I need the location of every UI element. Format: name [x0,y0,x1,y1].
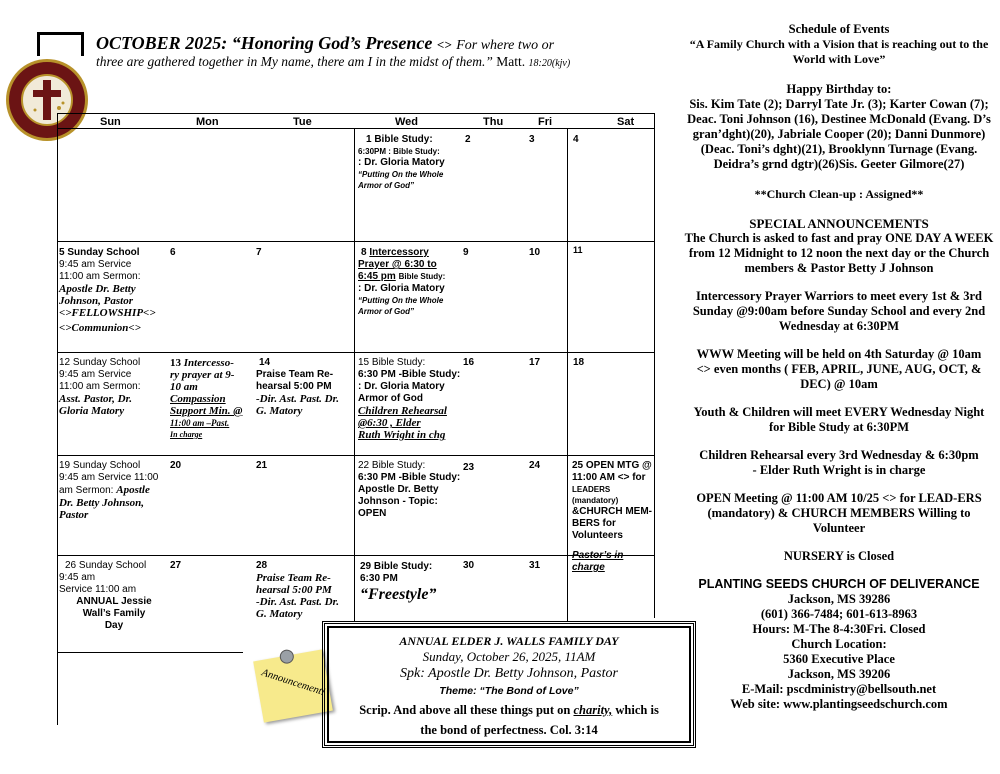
date-24: 24 [529,460,541,471]
cell-text: Dr. Betty Johnson, [59,497,144,509]
cell-text: 15 Bible Study: [358,357,426,368]
schedule-title: Schedule of Events [788,22,890,36]
cell-text: &CHURCH MEM- [572,506,652,517]
nursery-note: NURSERY is Closed [783,549,895,563]
cell-text: -Dir. Ast. Past. Dr. [256,393,340,405]
cell-text: In charge [170,430,203,439]
cell-text: 6:30 PM -Bible Study: [358,472,461,483]
date-3: 3 [529,134,535,145]
cell-text: 6:45 pm [358,271,396,282]
location-label: Church Location: [791,637,887,651]
verse-part-b: three are gathered together in My name, there am I in the midst of them.” [96,54,493,69]
phone-numbers: (601) 366-7484; 601-613-8963 [760,607,918,621]
day-header-sat: Sat [617,116,635,128]
email-address: E-Mail: pscdministry@bellsouth.net [741,682,937,696]
corner-bracket-right [81,32,84,56]
cell-text: Day [104,620,124,631]
announcement-open-meeting: OPEN Meeting @ 11:00 AM 10/25 <> for LEAD-ERS (mandatory) & CHURCH MEMBERS Willing to Volunteer [696,491,982,535]
cell-text: Apostle Dr. Betty [358,484,439,495]
date-17: 17 [529,357,541,368]
date-4: 4 [573,134,579,145]
announcement-children: Children Rehearsal every 3rd Wednesday & 6:30pm - Elder Ruth Wright is in charge [699,448,979,477]
city-line-1: Jackson, MS 39286 [787,592,891,606]
theme-label: “Honoring God’s Presence [231,33,433,53]
date-2: 2 [465,134,471,145]
cell-text: <>FELLOWSHIP<> [59,307,156,319]
schedule-sidebar [683,22,995,712]
birthday-title: Happy Birthday to: [786,82,892,96]
verse-part-a: For where two or [456,38,555,53]
cell-text: ANNUAL Jessie [76,596,152,607]
cleanup-note: **Church Clean-up : Assigned** [754,187,924,201]
cell-text: @6:30 , Elder [358,417,421,429]
cell-text: Armor of God” [358,307,414,316]
cell-oct-26 [59,560,169,632]
date-23: 23 [463,462,475,473]
pushpin-icon [279,649,295,665]
date-7: 7 [256,247,262,258]
cell-text: “Freestyle” [360,586,437,603]
corner-bracket-left [37,32,40,56]
scripture-text-b: which is [615,703,659,717]
cell-text: BERS for Volunteers [572,518,623,541]
day-header-wed: Wed [395,116,419,128]
cell-oct-13 [170,357,252,441]
cell-text: Johnson - Topic: [358,496,438,507]
separator-text: <> [436,37,452,52]
cell-text: G. Matory [256,608,303,620]
cell-text: 11:00 am –Past. [170,418,230,428]
cell-text: 25 OPEN MTG @ [572,460,652,471]
date-28: 28 [256,560,268,571]
cell-text: Intercesso- [183,357,234,369]
cell-text: G. Matory [256,405,303,417]
corner-bracket [37,32,84,35]
date-21: 21 [256,460,268,471]
date-27: 27 [170,560,182,571]
day-header-sun: Sun [100,116,121,128]
cell-oct-1 [358,134,466,191]
cell-oct-5 [59,247,169,334]
day-header-mon: Mon [196,116,219,128]
cell-text: hearsal 5:00 PM [256,381,332,392]
date-31: 31 [529,560,541,571]
date-10: 10 [529,247,541,258]
cell-text: 6:30PM : Bible Study: [358,147,440,156]
announcement-youth: Youth & Children will meet EVERY Wednesday Night for Bible Study at 6:30PM [693,405,985,434]
verse-ref: Matt. [496,54,526,69]
birthday-list: Sis. Kim Tate (2); Darryl Tate Jr. (3); Karter Cowan (7); Deac. Toni Johnson (16), Destinee McDonald (Evang. D’s gran’dght)(20), Jabriale Cooper (20); Danni Dunmore)(Deac. Toni’s dght)(21), Brooklynn Turnage (Evang. Deidra’s grnd dgtr)(26)Sis. Geeter Gilmore(27) [687,97,991,171]
family-day-speaker: Spk: Apostle Dr. Betty Johnson, Pastor [400,666,618,681]
cell-text: Compassion [170,393,226,405]
cell-text: Asst. Pastor, Dr. [59,393,133,405]
announcement-intercessory: Intercessory Prayer Warriors to meet every 1st & 3rd Sunday @9:00am before Sunday School and every 2nd Wednesday at 6:30PM [692,289,986,333]
cell-text: 5 Sunday School [59,247,140,258]
cell-text: Children Rehearsal [358,405,447,417]
family-day-box [322,621,696,748]
cell-text: Intercessory [369,247,429,258]
cell-text: “Putting On the Whole [358,296,444,305]
cell-text: : Dr. Gloria Matory [358,157,445,168]
cell-text: OPEN [358,508,387,519]
cell-oct-25 [572,460,654,574]
cell-text: LEADERS (mandatory) [572,485,619,505]
date-14: 14 [259,357,271,368]
cell-text: : Dr. Gloria Matory [358,283,445,294]
cell-text: Wall’s Family [82,608,146,619]
cell-text: Pastor [59,509,89,521]
cell-text: 22 Bible Study: [358,460,426,471]
cell-oct-29 [360,561,466,605]
family-day-title: ANNUAL ELDER J. WALLS FAMILY DAY [399,634,619,648]
sticky-note-text: Announcement! [260,667,327,699]
announcement-www: WWW Meeting will be held on 4th Saturday @ 10am <> even months ( FEB, APRIL, JUNE, AUG, OCT, & DEC) @ 10am [696,347,982,391]
church-logo [5,58,89,142]
cell-text: Praise Team Re- [256,572,331,584]
website-address: Web site: www.plantingseedschurch.com [730,697,948,711]
family-day-theme: Theme: “The Bond of Love” [439,685,579,697]
month-label: OCTOBER 2025: [96,33,228,53]
day-header-fri: Fri [538,116,553,128]
date-6: 6 [170,247,176,258]
cell-text: Apostle Dr. Betty [59,283,136,295]
cell-text: Service 11:00 am [59,584,137,595]
cell-text: Bible Study: [398,272,446,281]
cell-text: 10 am [170,381,198,393]
date-13: 13 [170,357,181,369]
cell-text: 1 Bible Study: [366,134,433,145]
cell-text: Ruth Wright in chg [358,429,446,441]
cell-text: 9:45 am Service [59,369,132,380]
cell-oct-19 [59,460,169,521]
cell-text: 11:00 am Sermon: [59,271,141,282]
cell-text: 19 Sunday School [59,460,141,471]
street-address: 5360 Executive Place [783,652,895,666]
cell-oct-22 [358,460,466,520]
cell-text: : Dr. Gloria Matory [358,381,445,392]
cell-text: Gloria Matory [59,405,125,417]
scripture-text-c: the bond of perfectness. Col. 3:14 [420,723,598,737]
date-8: 8 [361,247,367,258]
cell-text: 12 Sunday School [59,357,141,368]
cell-text: 11:00 am Sermon: [59,381,141,392]
cell-text: 11:00 AM <> for [572,472,646,483]
scripture-text-a: Scrip. And above all these things put on [359,703,571,717]
cell-text: “Putting On the Whole [358,170,444,179]
day-header-thu: Thu [483,116,504,128]
cell-text: Praise Team Re- [256,369,334,380]
cell-oct-14 [256,357,354,417]
cell-text: Apostle [116,484,150,496]
cell-oct-12 [59,357,169,417]
cell-text: hearsal 5:00 PM [256,584,332,596]
scripture-charity: charity, [573,703,613,717]
cell-text: 9:45 am Service [59,259,132,270]
family-day-date: Sunday, October 26, 2025, 11AM [422,649,596,664]
announcement-sticky-note [253,649,333,722]
cell-text: 29 Bible Study: [360,561,433,572]
cell-text: -Dir. Ast. Past. Dr. [256,596,340,608]
cell-text: ry prayer at 9- [170,369,235,381]
date-11: 11 [573,245,583,255]
announcements-title: SPECIAL ANNOUNCEMENTS [749,216,929,231]
verse-line [96,54,656,72]
cell-text: Support Min. @ [170,405,243,417]
cell-text: 6:30 PM [360,573,398,584]
date-30: 30 [463,560,475,571]
cell-oct-28 [256,560,354,620]
cell-text: 9:45 am [59,572,96,583]
date-20: 20 [170,460,182,471]
office-hours: Hours: M-The 8-4:30Fri. Closed [752,622,926,636]
cell-text: 6:30 PM -Bible Study: [358,369,461,380]
cell-oct-8 [358,247,466,317]
church-name: PLANTING SEEDS CHURCH OF DELIVERANCE [698,577,980,591]
date-9: 9 [463,247,469,258]
city-line-2: Jackson, MS 39206 [787,667,891,681]
cell-oct-15 [358,357,466,441]
cell-text: 9:45 am Service 11:00 [59,472,159,483]
cell-text: am Sermon: [59,485,114,496]
verse-num: 18:20(kjv) [528,58,571,69]
day-header-tue: Tue [293,116,312,128]
cell-text: Armor of God [358,393,423,404]
church-motto: “A Family Church with a Vision that is reaching out to the World with Love” [689,37,989,66]
cell-text: Armor of God” [358,181,414,190]
cell-text: <>Communion<> [59,322,141,334]
date-16: 16 [463,357,475,368]
cell-text: Prayer @ 6:30 to [358,259,437,270]
cell-text: 26 Sunday School [65,560,147,571]
announcement-fast: The Church is asked to fast and pray ONE DAY A WEEK from 12 Midnight to 12 noon the next day or the Church members & Pastor Betty J Johnson [684,231,994,275]
cell-text: Pastor’s in charge [572,550,624,573]
cross-seal-icon [5,58,89,142]
cell-text: Johnson, Pastor [59,295,133,307]
date-18: 18 [573,357,585,368]
